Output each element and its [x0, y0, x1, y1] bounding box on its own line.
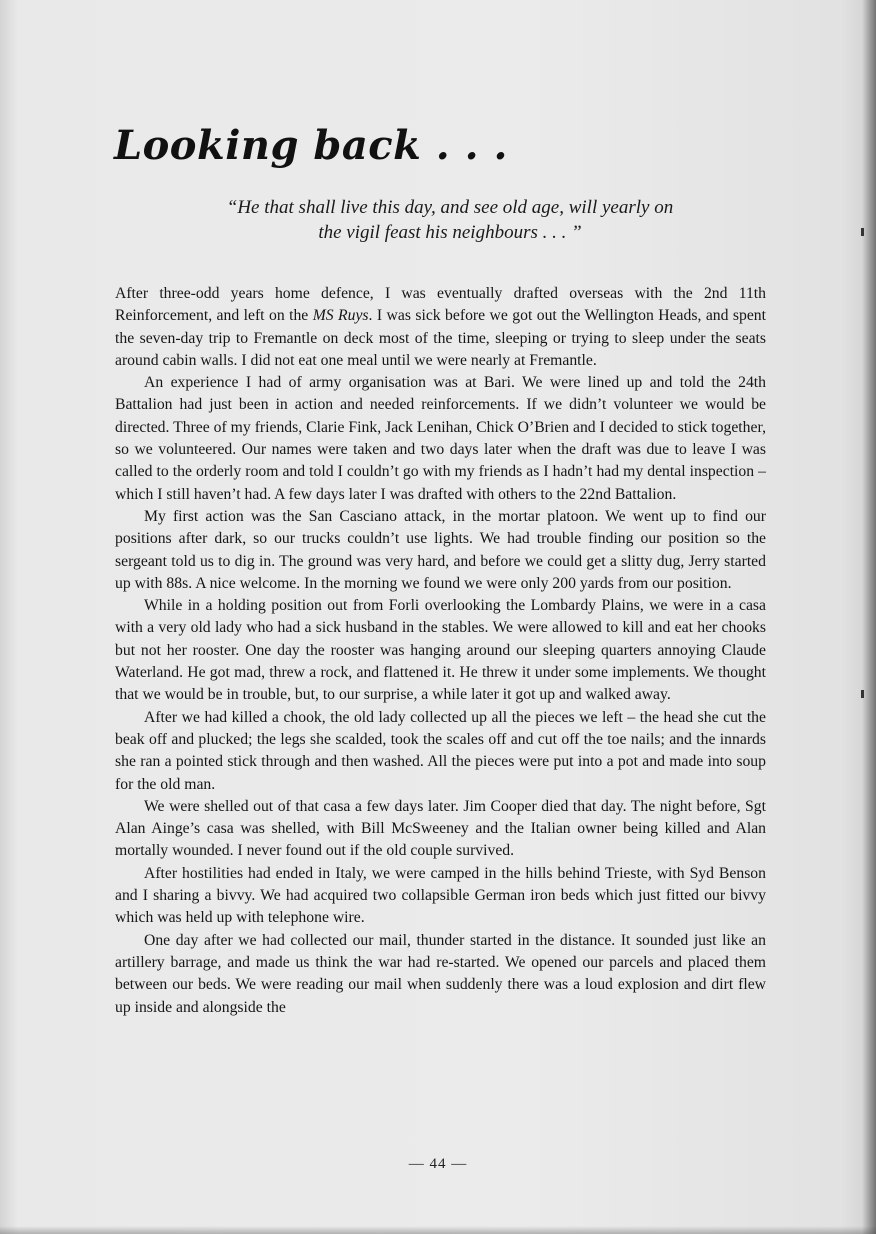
- paragraph-5: After we had killed a chook, the old lady collected up all the pieces we left – the head she cut the beak off and plucked; the legs she scalded, took the scales off and cut off the toe nails; and the innards she ran a pointed stick through and then washed. All the pieces were put into a pot and made into soup for the old man.: [115, 708, 766, 793]
- paragraph-3: My first action was the San Casciano attack, in the mortar platoon. We went up to find our positions after dark, so our trucks couldn’t use lights. We had trouble finding our position so the sergeant told us to dig in. The ground was very hard, and before we could get a slitty dug, Jerry started up with 88s. A nice welcome. In the morning we found we were only 200 yards from our position.: [115, 507, 766, 592]
- paragraph-4: While in a holding position out from Forli overlooking the Lombardy Plains, we were in a casa with a very old lady who had a sick husband in the stables. We were allowed to kill and eat her chooks but not her rooster. One day the rooster was hanging around our sleeping quarters annoying Claude Waterland. He got mad, threw a rock, and flattened it. He threw it under some implements. We thought that we would be in trouble, but, to our surprise, a while later it got up and walked away.: [115, 597, 766, 704]
- paragraph-2: An experience I had of army organisation was at Bari. We were lined up and told the 24th Battalion had just been in action and needed reinforcements. If we didn’t volunteer we would be directed. Three of my friends, Clarie Fink, Jack Lenihan, Chick O’Brien and I decided to stick together, so we volunteered. Our names were taken and two days later when the draft was due to leave I was called to the orderly room and told I couldn’t go with my friends as I hadn’t had my dental inspection – which I still haven’t had. A few days later I was drafted with others to the 22nd Battalion.: [115, 374, 766, 503]
- epigraph-line-2: the vigil feast his neighbours . . . ”: [318, 222, 582, 243]
- paragraph-1-text-b: . I was sick before we got out the Wellington Heads, and spent the seven-day trip to Fremantle on deck most of the time, sleeping or trying to sleep under the seats around cabin walls. I did not eat one meal until we were nearly at Fremantle.: [115, 307, 767, 369]
- page-edge-shadow: [862, 0, 876, 1234]
- epigraph-line-1: “He that shall live this day, and see old age, will yearly on: [226, 197, 674, 218]
- margin-mark: [861, 228, 864, 236]
- ship-name: MS Ruys: [312, 307, 369, 325]
- paragraph-1: [115, 283, 766, 372]
- article-body: [115, 283, 766, 1019]
- page-number: — 44 —: [408, 1156, 468, 1172]
- epigraph: [150, 195, 750, 245]
- paragraph-8: One day after we had collected our mail, thunder started in the distance. It sounded just like an artillery barrage, and made us think the war had re-started. We opened our parcels and placed them between our beds. We were reading our mail when suddenly there was a loud explosion and dirt flew up inside and alongside the: [115, 931, 766, 1016]
- paragraph-7: After hostilities had ended in Italy, we were camped in the hills behind Trieste, with Syd Benson and I sharing a bivvy. We had acquired two collapsible German iron beds which just fitted our bivvy which was held up with telephone wire.: [115, 864, 766, 927]
- page-bottom-shadow: [0, 1226, 876, 1234]
- paragraph-1-text-a: After three-odd years home defence, I was eventually drafted overseas with the 2nd 11th Reinforcement, and left on the: [115, 285, 766, 325]
- paragraph-6: We were shelled out of that casa a few days later. Jim Cooper died that day. The night before, Sgt Alan Ainge’s casa was shelled, with Bill McSweeney and the Italian owner being killed and Alan mortally wounded. I never found out if the old couple survived.: [115, 797, 766, 860]
- page-title: Looking back . . .: [114, 122, 508, 169]
- margin-mark: [861, 690, 864, 698]
